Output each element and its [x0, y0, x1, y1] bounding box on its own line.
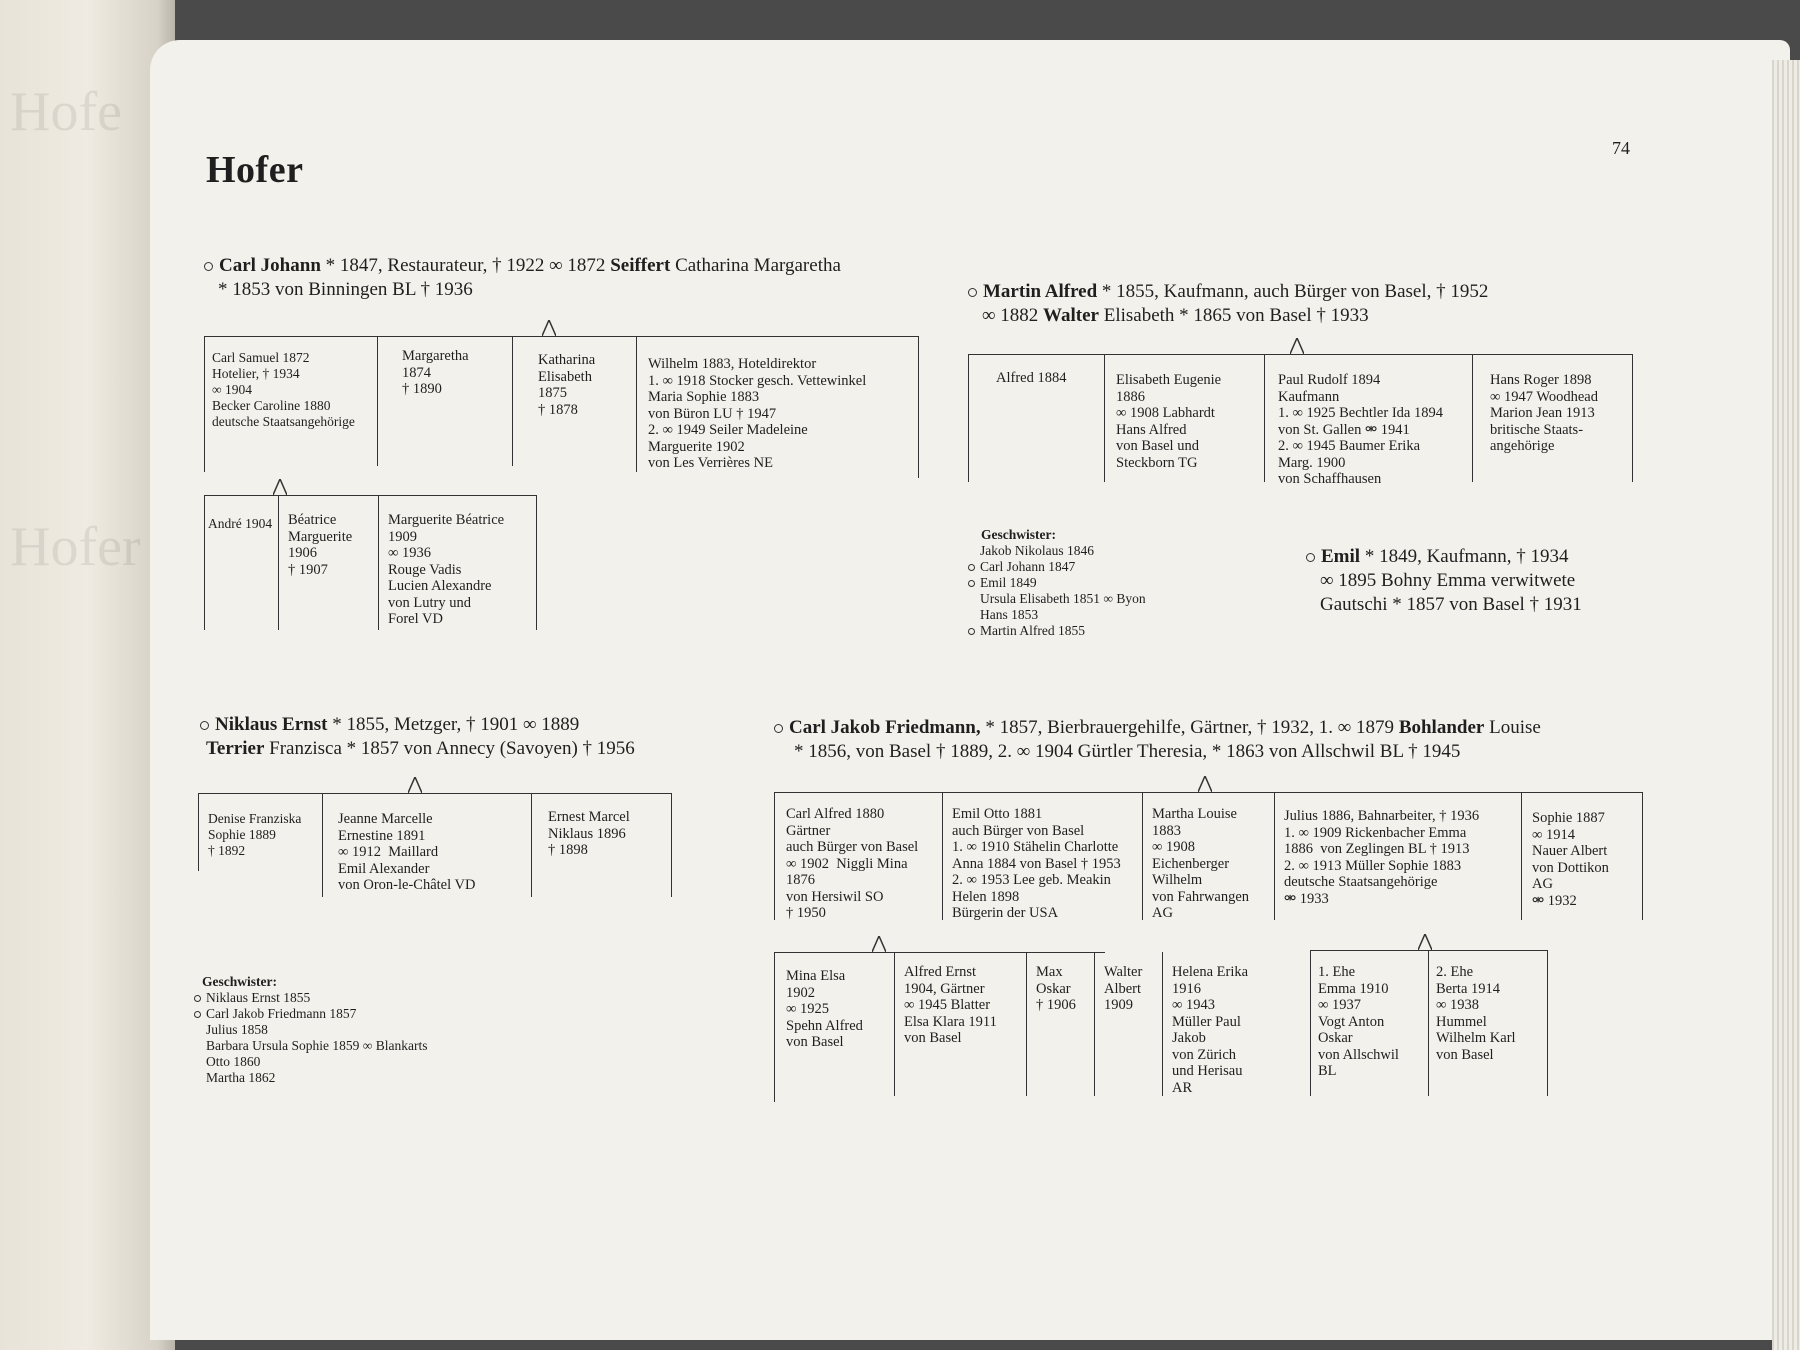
child-cell: Julius 1886, Bahnarbeiter, † 1936 1. ∞ 1909 Rickenbacher Emma 1886 von Zeglingen BL † 1913 2. ∞ 1913 Müller Sophie 1883 deutsche Staatsangehörige ⚮ 1933	[1284, 808, 1480, 907]
carl-johann-header	[204, 254, 841, 302]
connector-line	[198, 793, 672, 794]
divider	[1472, 354, 1473, 482]
connector-line	[774, 792, 1643, 793]
header-text: * 1847, Restaurateur, † 1922 ∞ 1872	[320, 255, 611, 276]
header-line-2: ∞ 1895 Bohny Emma verwitwete	[1320, 570, 1576, 591]
name-bold: Carl Johann	[219, 255, 321, 276]
divider	[1104, 354, 1105, 482]
header-text: * 1853 von Binningen BL † 1936	[218, 279, 473, 300]
connector-line	[204, 336, 919, 337]
sibling-item	[194, 1070, 427, 1086]
caret-icon	[273, 479, 287, 495]
left-page	[0, 0, 175, 1350]
siblings-label: Geschwister:	[202, 974, 277, 989]
grandchild-cell: Alfred Ernst 1904, Gärtner ∞ 1945 Blatter Elsa Klara 1911 von Basel	[904, 964, 997, 1046]
grandchild-cell: 2. Ehe Berta 1914 ∞ 1938 Hummel Wilhelm Karl von Basel	[1436, 964, 1516, 1063]
divider	[968, 354, 969, 482]
right-page	[150, 40, 1790, 1340]
emil-header	[1306, 545, 1582, 617]
sibling-text: Carl Jakob Friedmann 1857	[206, 1006, 357, 1021]
child-cell: Denise Franziska Sophie 1889 † 1892	[208, 811, 302, 858]
child-cell: Sophie 1887 ∞ 1914 Nauer Albert von Dottikon AG ⚮ 1932	[1532, 810, 1609, 909]
sibling-text: Niklaus Ernst 1855	[206, 990, 311, 1005]
niklaus-ernst-header	[200, 713, 635, 761]
connector-line	[1310, 950, 1548, 951]
header-line-1	[204, 254, 841, 278]
sibling-text: Martin Alfred 1855	[980, 623, 1085, 638]
child-cell: Katharina Elisabeth 1875 † 1878	[538, 352, 596, 418]
header-line-2: * 1856, von Basel † 1889, 2. ∞ 1904 Gürtler Theresia, * 1863 von Allschwil BL † 1945	[794, 741, 1461, 762]
connector-line	[204, 495, 537, 496]
siblings-list	[194, 974, 427, 1086]
caret-icon	[1198, 776, 1212, 792]
grandchild-cell: Helena Erika 1916 ∞ 1943 Müller Paul Jakob von Zürich und Herisau AR	[1172, 964, 1249, 1096]
header-text: * 1855, Kaufmann, auch Bürger von Basel, † 1952	[1097, 281, 1489, 302]
header-line-1	[968, 280, 1488, 304]
child-cell: Emil Otto 1881 auch Bürger von Basel 1. ∞ 1910 Stähelin Charlotte Anna 1884 von Basel † 1953 2. ∞ 1953 Lee geb. Meakin Helen 1898 Bürgerin der USA	[952, 806, 1121, 921]
divider	[512, 336, 513, 466]
divider	[774, 792, 775, 920]
sibling-item	[968, 591, 1146, 607]
name-bold: Niklaus Ernst	[215, 714, 328, 735]
divider	[198, 793, 199, 871]
connector-line	[968, 354, 1633, 355]
divider	[942, 792, 943, 920]
divider	[531, 793, 532, 897]
descendant-circle-icon	[194, 1011, 201, 1018]
caret-icon	[408, 777, 422, 793]
sibling-item	[194, 1038, 427, 1054]
descendant-circle-icon	[968, 564, 975, 571]
sibling-item	[968, 543, 1146, 559]
header-line-2	[200, 737, 635, 761]
header-line-1	[200, 713, 635, 737]
child-cell: Jeanne Marcelle Ernestine 1891 ∞ 1912 Maillard Emil Alexander von Oron-le-Châtel VD	[338, 811, 476, 893]
martin-alfred-header	[968, 280, 1488, 328]
child-cell: Margaretha 1874 † 1890	[402, 348, 469, 397]
spouse-name-bold: Walter	[1043, 305, 1099, 326]
header-text: * 1857, Bierbrauergehilfe, Gärtner, † 1932, 1. ∞ 1879	[980, 717, 1399, 738]
caret-icon	[1290, 338, 1304, 354]
child-cell: Wilhelm 1883, Hoteldirektor 1. ∞ 1918 Stocker gesch. Vettewinkel Maria Sophie 1883 von Büron LU † 1947 2. ∞ 1949 Seiler Madeleine Marguerite 1902 von Les Verrières NE	[648, 356, 867, 471]
header-text: * 1849, Kaufmann, † 1934	[1360, 546, 1569, 567]
sibling-text: Julius 1858	[206, 1022, 268, 1037]
name-bold: Martin Alfred	[983, 281, 1098, 302]
divider	[204, 336, 205, 472]
child-cell: Carl Alfred 1880 Gärtner auch Bürger von Basel ∞ 1902 Niggli Mina 1876 von Hersiwil SO † 1950	[786, 806, 919, 921]
descendant-circle-icon	[204, 262, 213, 271]
sibling-item	[968, 575, 1146, 591]
sibling-text: Jakob Nikolaus 1846	[980, 543, 1094, 558]
descendant-circle-icon	[968, 288, 977, 297]
header-line-1	[774, 716, 1541, 740]
name-bold: Carl Jakob Friedmann,	[789, 717, 981, 738]
divider	[1274, 792, 1275, 920]
caret-icon	[542, 320, 556, 336]
siblings-items	[968, 543, 1146, 639]
descendant-circle-icon	[200, 721, 209, 730]
header-line-2	[204, 278, 841, 302]
divider	[378, 495, 379, 630]
sibling-text: Ursula Elisabeth 1851 ∞ Byon	[980, 591, 1146, 606]
child-cell: Ernest Marcel Niklaus 1896 † 1898	[548, 809, 630, 858]
sibling-item	[194, 1006, 427, 1022]
spouse-name-bold: Bohlander	[1398, 717, 1485, 738]
sibling-text: Carl Johann 1847	[980, 559, 1076, 574]
caret-icon	[1418, 934, 1432, 950]
divider	[918, 336, 919, 478]
divider	[1142, 792, 1143, 920]
divider	[636, 336, 637, 472]
siblings-label: Geschwister:	[981, 527, 1056, 542]
divider	[1632, 354, 1633, 482]
grandchild-cell: André 1904	[208, 516, 273, 531]
header-text: ∞ 1882	[982, 305, 1044, 326]
grandchild-cell: Mina Elsa 1902 ∞ 1925 Spehn Alfred von Basel	[786, 968, 863, 1050]
sibling-item	[194, 1022, 427, 1038]
divider	[322, 793, 323, 897]
child-cell: Carl Samuel 1872 Hotelier, † 1934 ∞ 1904 Becker Caroline 1880 deutsche Staatsangehörige	[212, 350, 355, 429]
grandchild-cell: Walter Albert 1909	[1104, 964, 1143, 1013]
header-line-1	[1306, 545, 1582, 569]
divider	[1264, 354, 1265, 482]
page-number: 74	[1612, 138, 1630, 158]
divider	[1547, 950, 1548, 1096]
caret-icon	[872, 936, 886, 952]
divider	[1162, 952, 1163, 1096]
grandchild-cell: Max Oskar † 1906	[1036, 964, 1076, 1013]
sibling-item	[968, 623, 1146, 639]
divider	[377, 336, 378, 466]
sibling-text: Barbara Ursula Sophie 1859 ∞ Blankarts	[206, 1038, 428, 1053]
header-line-2	[968, 304, 1488, 328]
divider	[536, 495, 537, 630]
header-text: * 1855, Metzger, † 1901 ∞ 1889	[327, 714, 580, 735]
descendant-circle-icon	[968, 628, 975, 635]
sibling-text: Otto 1860	[206, 1054, 261, 1069]
divider	[774, 952, 775, 1102]
spouse-name-bold: Seiffert	[610, 255, 671, 276]
child-cell: Elisabeth Eugenie 1886 ∞ 1908 Labhardt Hans Alfred von Basel und Steckborn TG	[1116, 372, 1222, 471]
grandchild-cell: Marguerite Béatrice 1909 ∞ 1936 Rouge Vadis Lucien Alexandre von Lutry und Forel VD	[388, 512, 505, 627]
sibling-item	[968, 607, 1146, 623]
header-text: Catharina Margaretha	[670, 255, 841, 276]
sibling-text: Hans 1853	[980, 607, 1039, 622]
sibling-item	[194, 990, 427, 1006]
divider	[278, 495, 279, 630]
divider	[1026, 952, 1027, 1096]
child-cell: Alfred 1884	[996, 370, 1067, 386]
divider	[1521, 792, 1522, 920]
header-text: Franzisca * 1857 von Annecy (Savoyen) † 1956	[264, 738, 635, 759]
connector-line	[774, 952, 1105, 953]
grandchild-cell: Béatrice Marguerite 1906 † 1907	[288, 512, 353, 578]
siblings-list	[968, 527, 1146, 639]
sibling-item	[194, 1054, 427, 1070]
divider	[671, 793, 672, 897]
siblings-items	[194, 990, 427, 1086]
page-title: Hofer	[206, 149, 304, 191]
child-cell: Paul Rudolf 1894 Kaufmann 1. ∞ 1925 Bechtler Ida 1894 von St. Gallen ⚮ 1941 2. ∞ 1945 Baumer Erika Marg. 1900 von Schaffhausen	[1278, 372, 1443, 487]
divider	[204, 495, 205, 630]
header-text: Louise	[1484, 717, 1541, 738]
carl-jakob-header	[774, 716, 1541, 764]
divider	[1094, 952, 1095, 1096]
descendant-circle-icon	[194, 995, 201, 1002]
name-bold: Emil	[1321, 546, 1361, 567]
child-cell: Martha Louise 1883 ∞ 1908 Eichenberger Wilhelm von Fahrwangen AG	[1152, 806, 1250, 921]
descendant-circle-icon	[968, 580, 975, 587]
sibling-text: Martha 1862	[206, 1070, 276, 1085]
divider	[1428, 950, 1429, 1096]
header-text: Elisabeth * 1865 von Basel † 1933	[1098, 305, 1369, 326]
spouse-name-bold: Terrier	[206, 738, 265, 759]
divider	[1642, 792, 1643, 920]
header-line-3: Gautschi * 1857 von Basel † 1931	[1320, 594, 1582, 615]
divider	[894, 952, 895, 1096]
descendant-circle-icon	[1306, 553, 1315, 562]
sibling-item	[968, 559, 1146, 575]
grandchild-cell: 1. Ehe Emma 1910 ∞ 1937 Vogt Anton Oskar von Allschwil BL	[1318, 964, 1399, 1079]
left-page-ghost-title: Hofe	[10, 81, 122, 143]
sibling-text: Emil 1849	[980, 575, 1037, 590]
page-edge	[1772, 60, 1800, 1350]
left-page-ghost-heading: Hofer	[10, 516, 141, 578]
child-cell: Hans Roger 1898 ∞ 1947 Woodhead Marion Jean 1913 britische Staats- angehörige	[1490, 372, 1598, 454]
divider	[1310, 950, 1311, 1096]
descendant-circle-icon	[774, 724, 783, 733]
